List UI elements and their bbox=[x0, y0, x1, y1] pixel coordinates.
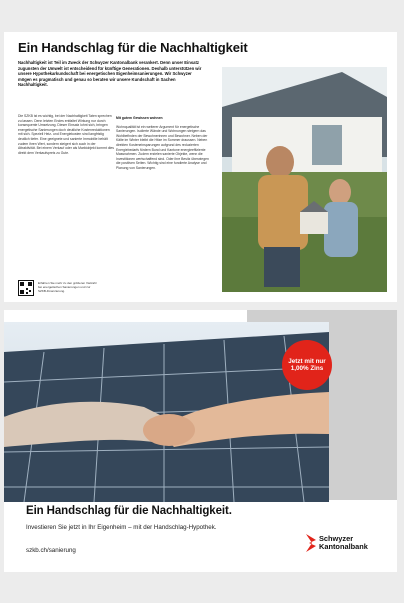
handshake-photo bbox=[4, 322, 329, 502]
ad-url-link[interactable]: szkb.ch/sanierung bbox=[26, 547, 76, 554]
ad-subline: Investieren Sie jetzt in Ihr Eigenheim – mit der Handschlag-Hypothek. bbox=[26, 524, 217, 531]
bank-logo[interactable] bbox=[304, 534, 368, 552]
paragraph: Die SZKB ist es wichtig, bei der Nachhaltigkeit Taten sprechen zu lassen. Denn letzten Endes entfaltet Wirkung nur durch konsequente Umsetzung. Dieser Einsatz lohnt sich, bringen energetische Sanierungen doch deutliche Kostenreduktionen mit sich. Speziell Heiz- und Energiekosten sind langfristig deutlich tiefer. Eine geeignete und sanierte Immobilie behält zudem ihren Wert, sondern steigert sich auch in der Attraktivität. Bei einem Verkauf oder als Marktobjekt kommt dies direkt dem Verkaufspreis zu Gute. bbox=[18, 114, 114, 155]
qr-caption: Erfahren Sie mehr zu den größeren Vielzahl bei energetischen Sanierungen und zur SZKB-Finanzierung. bbox=[38, 281, 97, 293]
interest-rate-badge: Jetzt mit nur 1,00% Zins bbox=[282, 340, 332, 390]
bank-logo-icon bbox=[304, 534, 316, 552]
article-column-1 bbox=[18, 114, 114, 159]
paragraph: Wohnqualität ist ein weiterer Argument für energetische Sanierungen. Isolierte Wände und Wohnungen steigern das Wohlbefinden der Bewohnerinnen und Bewohner. Neben der Kälte im Winter bleibt die Hitze im Sommer draussen. Neben direkten Kosteneinsparungen aufgrund des reduzierten Energiebedarfs fördern Bund und Kantone energieeffiziente Massnahmen. Zudem erzielen sanierte Objekte, wenn die Investitionen wertschaffend sind. Oder ihre Besitz überwiegen die positiven Seiten. Wichtig sind eine fundierte Analyse und Planung von Sanierungen. bbox=[116, 124, 209, 170]
qr-code[interactable] bbox=[18, 280, 34, 296]
ad-headline: Ein Handschlag für die Nachhaltigkeit. bbox=[26, 505, 232, 517]
article-column-2 bbox=[116, 114, 212, 175]
article-headline: Ein Handschlag für die Nachhaltigkeit bbox=[18, 40, 248, 55]
article-page bbox=[4, 32, 397, 302]
article-lead: Nachhaltigkeit ist Teil im Zweck der Schwyzer Kantonalbank verankert. Denn unser Einsatz zugunsten der Umwelt ist entscheidend für künftige Generationen. Deshalb unterstützen wir unsere Hypothekarkundschaft bei energetischen Eigenheimsanierungen. Wir Schwyzer mögen es pragmatisch und genau so beraten wir unsere Kundschaft in Sachen Nachhaltigkeit. bbox=[18, 60, 202, 88]
subheading: Mit gutem Gewissen wohnen bbox=[116, 116, 163, 120]
family-house-photo bbox=[222, 67, 387, 292]
advertisement-page bbox=[4, 310, 397, 572]
logo-line-1: Schwyzer bbox=[319, 533, 354, 543]
logo-line-2: Kantonalbank bbox=[319, 542, 368, 551]
